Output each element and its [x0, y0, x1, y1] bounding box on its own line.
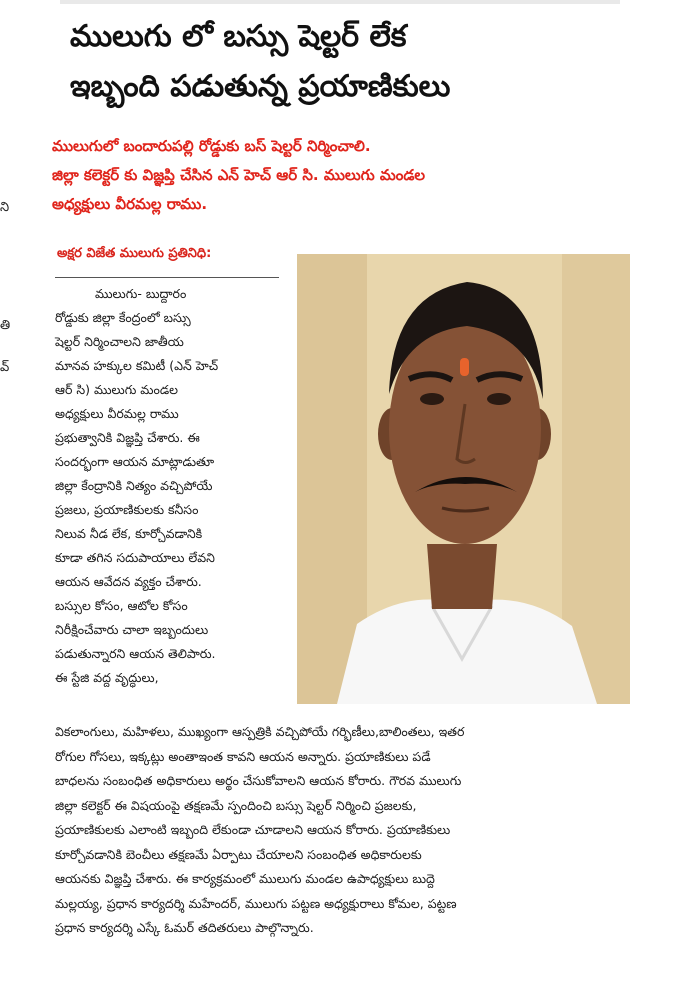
article-column — [55, 282, 295, 690]
article-line: ప్రధాన కార్యదర్శి ఎస్కే ఓమర్ తదితరులు పాల్గొన్నారు. — [55, 920, 314, 935]
article-line: ఆయనకు విజ్ఞప్తి చేశారు. ఈ కార్యక్రమంలో ములుగు మండల ఉపాధ్యక్షులు బుద్దె — [55, 871, 435, 886]
byline-rule — [55, 277, 279, 278]
article-line: ఆర్ సి) ములుగు మండల — [55, 382, 178, 397]
edge-mark: ని — [0, 200, 10, 215]
headline — [70, 12, 650, 112]
article-line: రోడ్డుకు జిల్లా కేంద్రంలో బస్సు — [55, 310, 191, 325]
article-line: కూర్చోవడానికి బెంచీలు తక్షణమే ఏర్పాటు చేయాలని సంబంధిత అధికారులకు — [55, 846, 422, 862]
article-line: మల్లయ్య, ప్రధాన కార్యదర్శి మహేందర్, ములుగు పట్టణ అధ్యక్షురాలు కోమల, పట్టణ — [55, 895, 457, 911]
article-line: ఈ స్టేజి వద్ద వృద్ధులు, — [55, 670, 159, 685]
article-line: కూడా తగిన సదుపాయాలు లేవని — [55, 550, 215, 565]
clipped-top-strip — [60, 0, 620, 4]
article-line: రోగుల గోసలు, ఇక్కట్లు అంతాఇంత కావని ఆయన అన్నారు. ప్రయాణికులు పడే — [55, 748, 431, 764]
article-line: షెల్టర్ నిర్మించాలని జాతీయ — [55, 334, 184, 349]
article-line: వికలాంగులు, మహిళలు, ముఖ్యంగా ఆస్పత్రికి వచ్చిపోయే గర్భిణీలు,బాలింతలు, ఇతర — [55, 724, 465, 739]
headline-line-2: ఇబ్బంది పడుతున్న ప్రయాణికులు — [70, 69, 451, 104]
adjacent-column-edge — [0, 0, 14, 982]
headline-line-1: ములుగు లో బస్సు షెల్టర్ లేక — [70, 19, 407, 54]
edge-mark: తి — [0, 318, 11, 333]
article-line: బస్సుల కోసం, ఆటోల కోసం — [55, 598, 188, 613]
article-line: బాధలను సంబంధిత అధికారులు అర్థం చేసుకోవాలని ఆయన కోరారు. గౌరవ ములుగు — [55, 773, 462, 788]
article-line: నిరీక్షించేవారు చాలా ఇబ్బందులు — [55, 622, 209, 637]
subhead-line: జిల్లా కలెక్టర్ కు విజ్ఞప్తి చేసిన ఎన్ హెచ్ ఆర్ సి. ములుగు మండల — [52, 166, 426, 184]
article-line: ప్రయాణికులకు ఎలాంటి ఇబ్బంది లేకుండా చూడాలని ఆయన కోరారు. ప్రయాణికులు — [55, 822, 451, 837]
article-line: పడుతున్నారని ఆయన తెలిపారు. — [55, 646, 216, 661]
article-line: మానవ హక్కుల కమిటీ (ఎన్ హెచ్ — [55, 358, 219, 373]
article-continuation — [55, 720, 645, 941]
article-line: సందర్భంగా ఆయన మాట్లాడుతూ — [55, 454, 215, 469]
article-line: ములుగు- బుద్దారం — [95, 286, 187, 301]
article-line: ప్రజలు, ప్రయాణికులకు కనీసం — [55, 502, 199, 517]
article-line: అధ్యక్షులు వీరమల్ల రాము — [55, 406, 179, 421]
article-line: ఆయన ఆవేదన వ్యక్తం చేశారు. — [55, 574, 202, 589]
article-line: జిల్లా కలెక్టర్ ఈ విషయంపై తక్షణమే స్పందించి బస్సు షెల్టర్ నిర్మించి ప్రజలకు, — [55, 797, 417, 813]
article-line: నిలువ నీడ లేక, కూర్చోవడానికి — [55, 526, 203, 541]
subhead-line: ములుగులో బందారుపల్లి రోడ్డుకు బస్ షెల్టర్ నిర్మించాలి. — [52, 137, 371, 155]
subhead-line: అధ్యక్షులు వీరమల్ల రాము. — [52, 195, 208, 213]
article-line: జిల్లా కేంద్రానికి నిత్యం వచ్చిపోయే — [55, 478, 213, 493]
portrait-illustration — [297, 254, 630, 704]
article-line: ప్రభుత్వానికి విజ్ఞప్తి చేశారు. ఈ — [55, 430, 200, 445]
byline: అక్షర విజేత ములుగు ప్రతినిధి: — [57, 246, 212, 261]
subheadline — [52, 132, 652, 219]
edge-mark: వ్ — [0, 360, 10, 375]
portrait-photo — [297, 254, 630, 704]
